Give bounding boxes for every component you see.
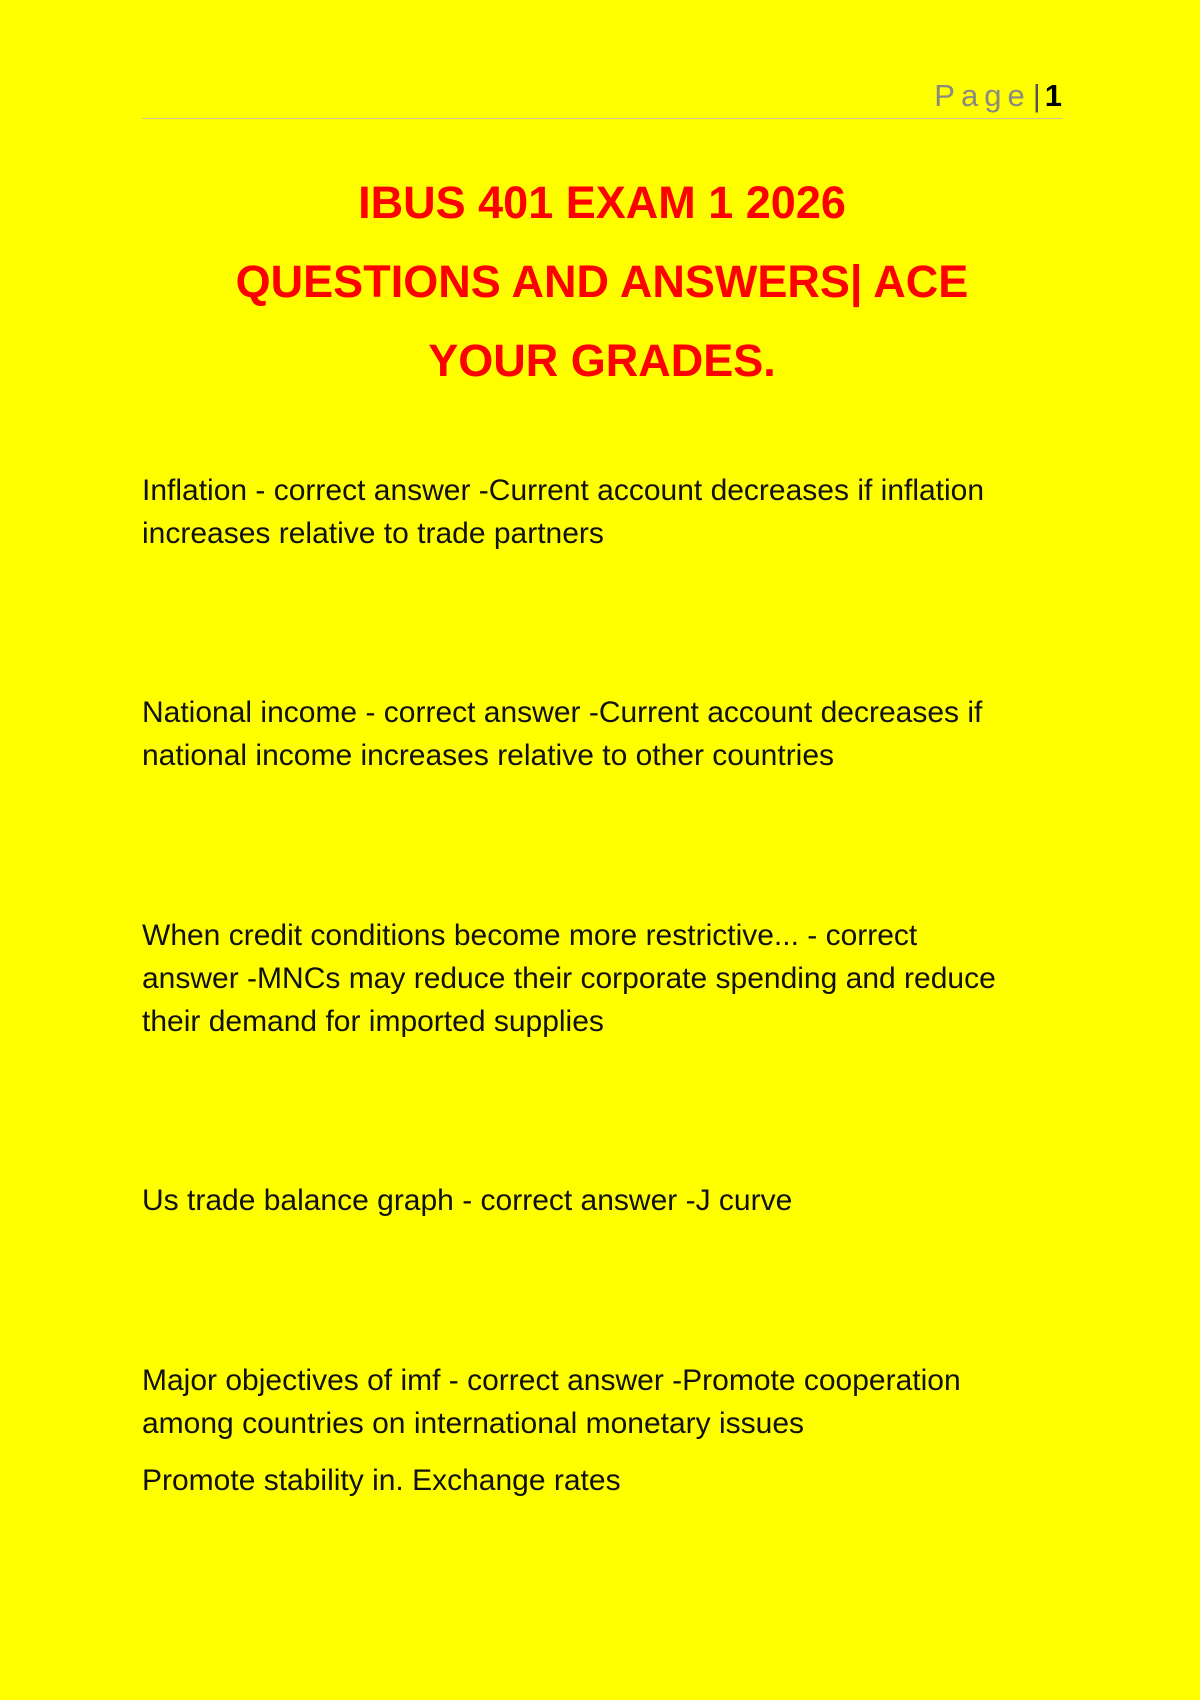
qa-line: increases relative to trade partners [142, 517, 604, 550]
qa-line: National income - correct answer -Current account decreases if [142, 696, 983, 729]
qa-entry-trade-balance [142, 1179, 1062, 1222]
page-label: Page [934, 78, 1031, 113]
page-header [142, 78, 1062, 119]
title-line-3: YOUR GRADES. [428, 335, 776, 386]
qa-entry-credit-conditions [142, 914, 1062, 1043]
qa-line: Us trade balance graph - correct answer -J curve [142, 1184, 793, 1217]
qa-line: national income increases relative to other countries [142, 739, 835, 772]
qa-line: among countries on international monetary issues [142, 1407, 805, 1440]
page-number [934, 78, 1062, 114]
qa-entry-national-income [142, 691, 1062, 777]
page-number-value: 1 [1044, 78, 1062, 113]
qa-line: Inflation - correct answer -Current account decreases if inflation [142, 474, 985, 507]
document-title [142, 163, 1062, 400]
qa-line: their demand for imported supplies [142, 1005, 604, 1038]
qa-entry-imf-extra: Promote stability in. Exchange rates [142, 1464, 621, 1497]
qa-entry-inflation [142, 469, 1062, 555]
qa-line: Major objectives of imf - correct answer -Promote cooperation [142, 1364, 961, 1397]
qa-line: When credit conditions become more restrictive... - correct [142, 919, 918, 952]
qa-line: answer -MNCs may reduce their corporate spending and reduce [142, 962, 996, 995]
qa-entry-imf-objectives [142, 1359, 1062, 1445]
title-line-1: IBUS 401 EXAM 1 2026 [358, 177, 846, 228]
page-separator: | [1032, 78, 1041, 113]
title-line-2: QUESTIONS AND ANSWERS| ACE [235, 256, 969, 307]
